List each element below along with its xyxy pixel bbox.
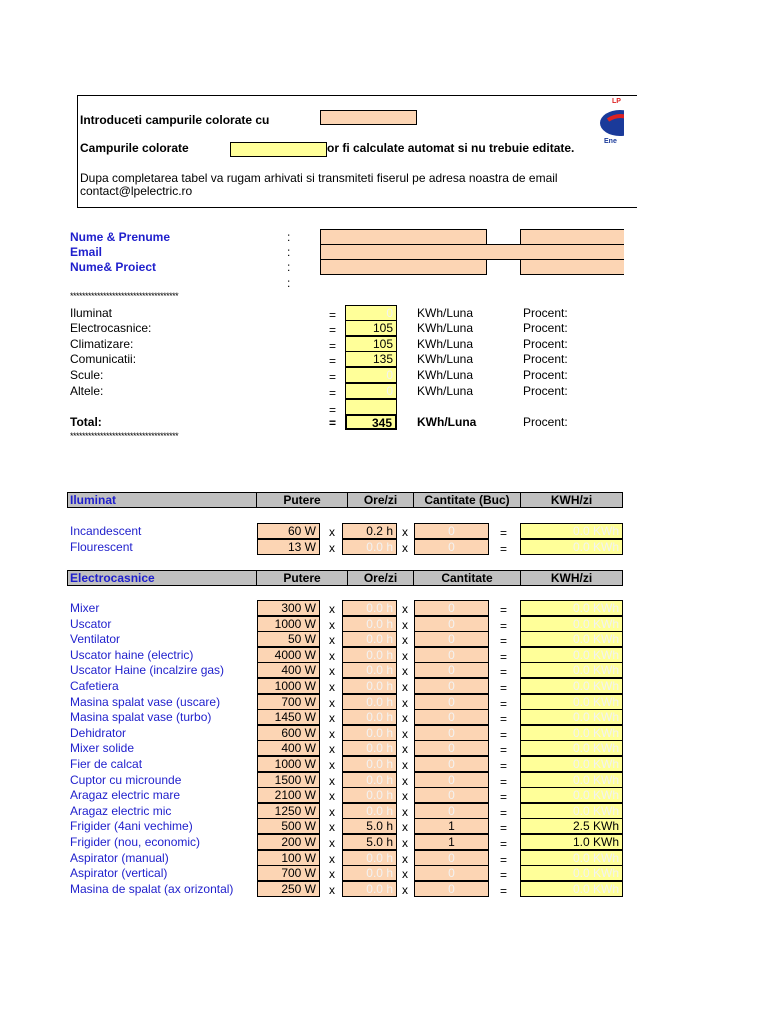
equals-sign: =	[500, 618, 508, 633]
times-sign: x	[329, 836, 335, 850]
appliance-name: Masina spalat vase (turbo)	[70, 710, 212, 725]
hours-input[interactable]: 0.2 h	[342, 523, 397, 539]
times-sign: x	[402, 633, 408, 648]
company-logo	[598, 98, 624, 158]
name-input-2[interactable]	[520, 229, 624, 245]
power-input[interactable]: 250 W	[257, 881, 320, 897]
kwh-result: 0.0 KWh	[520, 709, 623, 725]
equals-sign: =	[500, 805, 508, 820]
hours-input[interactable]: 0.0 h	[342, 756, 397, 772]
quantity-input[interactable]: 0	[414, 740, 489, 756]
iluminat-header-kwh: KWH/zi	[520, 492, 623, 508]
hours-input[interactable]: 0.0 h	[342, 709, 397, 725]
electro-header-putere: Putere	[256, 570, 348, 586]
quantity-input[interactable]: 0	[414, 616, 489, 632]
intro-line-2b: or fi calculate automat si nu trebuie editate.	[327, 141, 575, 155]
intro-line-4: contact@lpelectric.ro	[80, 184, 193, 198]
times-sign: x	[402, 851, 408, 866]
kwh-result: 0.0 KWh	[520, 523, 623, 539]
logo-top-text: LP	[612, 98, 621, 105]
times-sign: x	[329, 804, 335, 819]
summary-label: Iluminat	[70, 306, 113, 320]
appliance-name: Incandescent	[70, 524, 142, 538]
power-input[interactable]: 700 W	[257, 694, 320, 710]
times-sign: x	[329, 867, 335, 882]
quantity-input[interactable]: 0	[414, 772, 489, 788]
equals-sign: =	[500, 743, 508, 758]
power-input[interactable]: 500 W	[257, 818, 320, 834]
summary-percent-label: Procent:	[523, 306, 568, 320]
times-sign: x	[402, 773, 408, 788]
logo-graphic	[598, 98, 624, 158]
times-sign: x	[329, 789, 335, 804]
project-input[interactable]	[320, 259, 487, 275]
kwh-result: 0.0 KWh	[520, 881, 623, 897]
summary-percent-label: Procent:	[523, 337, 568, 351]
quantity-input[interactable]: 0	[414, 662, 489, 678]
summary-unit: KWh/Luna	[417, 352, 474, 366]
stars-divider: ************************************	[70, 291, 179, 301]
kwh-result: 0.0 KWh	[520, 772, 623, 788]
equals-sign: =	[500, 526, 508, 540]
quantity-input[interactable]: 0	[414, 539, 489, 555]
electro-header-cantitate: Cantitate	[413, 570, 521, 586]
intro-line-3: Dupa completarea tabel va rugam arhivati si transmiteti fiserul pe adresa noastra de email	[80, 171, 558, 185]
times-sign: x	[402, 711, 408, 726]
times-sign: x	[402, 836, 408, 850]
electro-header-kwh: KWH/zi	[520, 570, 623, 586]
colon: :	[287, 276, 291, 290]
quantity-input[interactable]: 0	[414, 523, 489, 539]
summary-label: Comunicatii:	[70, 352, 137, 366]
summary-label: Scule:	[70, 368, 104, 382]
kwh-result: 0.0 KWh	[520, 803, 623, 819]
times-sign: x	[402, 820, 408, 835]
hours-input[interactable]: 0.0 h	[342, 850, 397, 866]
quantity-input[interactable]: 0	[414, 787, 489, 803]
project-input-2[interactable]	[520, 259, 624, 275]
times-sign: x	[329, 664, 335, 679]
summary-unit: KWh/Luna	[417, 337, 474, 351]
hours-input[interactable]: 0.0 h	[342, 662, 397, 678]
summary-eq: =	[329, 386, 337, 400]
summary-value: 0	[345, 305, 397, 321]
kwh-result: 0.0 KWh	[520, 787, 623, 803]
summary-eq: =	[329, 403, 337, 417]
summary-value: 105	[345, 336, 397, 352]
power-input[interactable]: 400 W	[257, 662, 320, 678]
times-sign: x	[329, 525, 335, 539]
power-input[interactable]: 1000 W	[257, 678, 320, 694]
times-sign: x	[329, 541, 335, 555]
times-sign: x	[329, 633, 335, 648]
total-label: Total:	[70, 415, 102, 429]
logo-text: Ene	[604, 138, 617, 145]
summary-percent-label: Procent:	[523, 384, 568, 398]
times-sign: x	[329, 617, 335, 632]
times-sign: x	[329, 602, 335, 616]
equals-sign: =	[500, 542, 508, 556]
quantity-input[interactable]: 0	[414, 694, 489, 710]
iluminat-header-name: Iluminat	[67, 492, 257, 508]
kwh-result: 0.0 KWh	[520, 865, 623, 881]
quantity-input[interactable]: 0	[414, 600, 489, 616]
summary-eq: =	[329, 323, 337, 337]
times-sign: x	[329, 851, 335, 866]
power-input[interactable]: 50 W	[257, 631, 320, 647]
stars-divider: ************************************	[70, 431, 179, 441]
equals-sign: =	[500, 790, 508, 805]
times-sign: x	[402, 602, 408, 616]
iluminat-header-ore: Ore/zi	[347, 492, 414, 508]
computed-color-sample	[230, 142, 327, 157]
times-sign: x	[402, 680, 408, 694]
summary-unit: KWh/Luna	[417, 306, 474, 320]
appliance-name: Masina de spalat (ax orizontal)	[70, 881, 234, 896]
kwh-result: 0.0 KWh	[520, 678, 623, 694]
quantity-input[interactable]: 0	[414, 756, 489, 772]
quantity-input[interactable]: 0	[414, 647, 489, 663]
hours-input[interactable]: 0.0 h	[342, 539, 397, 555]
summary-unit: KWh/Luna	[417, 368, 474, 382]
times-sign: x	[402, 882, 408, 897]
iluminat-header-putere: Putere	[256, 492, 348, 508]
times-sign: x	[329, 882, 335, 897]
kwh-result: 0.0 KWh	[520, 631, 623, 647]
equals-sign: =	[500, 649, 508, 664]
equals-sign: =	[500, 837, 508, 851]
equals-sign: =	[500, 852, 508, 867]
hours-input[interactable]: 0.0 h	[342, 787, 397, 803]
electro-header-ore: Ore/zi	[347, 570, 414, 586]
summary-eq: =	[329, 370, 337, 384]
times-sign: x	[402, 617, 408, 632]
times-sign: x	[402, 664, 408, 679]
summary-unit: KWh/Luna	[417, 321, 474, 335]
colon: :	[287, 245, 291, 259]
kwh-result: 0.0 KWh	[520, 600, 623, 616]
times-sign: x	[329, 711, 335, 726]
summary-blank-cell	[345, 399, 397, 415]
power-input[interactable]: 1000 W	[257, 616, 320, 632]
appliance-name: Aragaz electric mare	[70, 788, 181, 803]
kwh-result: 0.0 KWh	[520, 850, 623, 866]
equals-sign: =	[500, 759, 508, 773]
summary-value: 0	[345, 383, 397, 399]
hours-input[interactable]: 0.0 h	[342, 631, 397, 647]
times-sign: x	[329, 695, 335, 710]
quantity-input[interactable]: 1	[414, 834, 489, 850]
hours-input[interactable]: 0.0 h	[342, 803, 397, 819]
equals-sign: =	[500, 634, 508, 649]
quantity-input[interactable]: 0	[414, 865, 489, 881]
times-sign: x	[402, 804, 408, 819]
quantity-input[interactable]: 0	[414, 725, 489, 741]
equals-sign: =	[500, 665, 508, 680]
kwh-result: 0.0 KWh	[520, 647, 623, 663]
power-input[interactable]: 600 W	[257, 725, 320, 741]
appliance-name: Aspirator (vertical)	[70, 866, 168, 881]
power-input[interactable]: 60 W	[257, 523, 320, 539]
appliance-name: Uscator Haine (incalzire gas)	[70, 663, 225, 678]
quantity-input[interactable]: 0	[414, 631, 489, 647]
summary-value: 0	[345, 367, 397, 383]
power-input[interactable]: 100 W	[257, 850, 320, 866]
times-sign: x	[329, 820, 335, 835]
total-eq: =	[329, 416, 337, 430]
times-sign: x	[402, 789, 408, 804]
power-input[interactable]: 300 W	[257, 600, 320, 616]
summary-percent-label: Procent:	[523, 321, 568, 335]
power-input[interactable]: 1250 W	[257, 803, 320, 819]
power-input[interactable]: 2100 W	[257, 787, 320, 803]
hours-input[interactable]: 0.0 h	[342, 740, 397, 756]
colon: :	[287, 260, 291, 274]
colon: :	[287, 230, 291, 244]
kwh-result: 1.0 KWh	[520, 834, 623, 850]
power-input[interactable]: 200 W	[257, 834, 320, 850]
times-sign: x	[402, 758, 408, 772]
hours-input[interactable]: 0.0 h	[342, 678, 397, 694]
appliance-name: Masina spalat vase (uscare)	[70, 694, 221, 709]
appliance-name: Cuptor cu microunde	[70, 772, 182, 787]
name-input[interactable]	[320, 229, 487, 245]
quantity-input[interactable]: 0	[414, 803, 489, 819]
hours-input[interactable]: 0.0 h	[342, 725, 397, 741]
power-input[interactable]: 1450 W	[257, 709, 320, 725]
quantity-input[interactable]: 0	[414, 678, 489, 694]
summary-label: Altele:	[70, 384, 104, 398]
summary-eq: =	[329, 308, 337, 322]
appliance-name: Frigider (nou, economic)	[70, 835, 201, 849]
times-sign: x	[402, 726, 408, 741]
summary-unit: KWh/Luna	[417, 384, 474, 398]
total-value: 345	[345, 414, 397, 430]
equals-sign: =	[500, 681, 508, 695]
hours-input[interactable]: 0.0 h	[342, 647, 397, 663]
summary-percent-label: Procent:	[523, 352, 568, 366]
times-sign: x	[329, 726, 335, 741]
appliance-name: Aragaz electric mic	[70, 803, 172, 818]
equals-sign: =	[500, 712, 508, 727]
times-sign: x	[402, 742, 408, 757]
equals-sign: =	[500, 774, 508, 789]
summary-percent-label: Procent:	[523, 368, 568, 382]
summary-label: Climatizare:	[70, 337, 134, 351]
power-input[interactable]: 1500 W	[257, 772, 320, 788]
summary-eq: =	[329, 354, 337, 368]
hours-input[interactable]: 0.0 h	[342, 881, 397, 897]
total-percent-label: Procent:	[523, 415, 568, 429]
times-sign: x	[329, 680, 335, 694]
quantity-input[interactable]: 0	[414, 709, 489, 725]
times-sign: x	[329, 758, 335, 772]
times-sign: x	[402, 867, 408, 882]
kwh-result: 2.5 KWh	[520, 818, 623, 834]
kwh-result: 0.0 KWh	[520, 740, 623, 756]
appliance-name: Dehidrator	[70, 725, 127, 740]
summary-value: 105	[345, 320, 397, 336]
hours-input[interactable]: 0.0 h	[342, 600, 397, 616]
summary-label: Electrocasnice:	[70, 321, 152, 335]
hours-input[interactable]: 5.0 h	[342, 834, 397, 850]
times-sign: x	[402, 648, 408, 663]
times-sign: x	[329, 648, 335, 663]
input-color-sample	[320, 110, 417, 125]
times-sign: x	[329, 773, 335, 788]
appliance-name: Flourescent	[70, 540, 133, 554]
label-project: Nume& Proiect	[70, 260, 157, 274]
equals-sign: =	[500, 868, 508, 883]
kwh-result: 0.0 KWh	[520, 756, 623, 772]
appliance-name: Frigider (4ani vechime)	[70, 819, 193, 834]
times-sign: x	[329, 742, 335, 757]
equals-sign: =	[500, 727, 508, 742]
email-input[interactable]	[320, 244, 624, 260]
iluminat-header-cantitate: Cantitate (Buc)	[413, 492, 521, 508]
times-sign: x	[402, 525, 408, 539]
intro-line-2a: Campurile colorate	[80, 141, 189, 155]
summary-value: 135	[345, 351, 397, 367]
kwh-result: 0.0 KWh	[520, 539, 623, 555]
power-input[interactable]: 1000 W	[257, 756, 320, 772]
times-sign: x	[402, 695, 408, 710]
hours-input[interactable]: 5.0 h	[342, 818, 397, 834]
appliance-name: Aspirator (manual)	[70, 850, 169, 865]
equals-sign: =	[500, 883, 508, 898]
quantity-input[interactable]: 0	[414, 850, 489, 866]
power-input[interactable]: 13 W	[257, 539, 320, 555]
appliance-name: Uscator haine (electric)	[70, 647, 194, 662]
kwh-result: 0.0 KWh	[520, 662, 623, 678]
equals-sign: =	[500, 603, 508, 617]
electro-header-name: Electrocasnice	[67, 570, 257, 586]
kwh-result: 0.0 KWh	[520, 725, 623, 741]
appliance-name: Mixer solide	[70, 741, 135, 756]
kwh-result: 0.0 KWh	[520, 694, 623, 710]
kwh-result: 0.0 KWh	[520, 616, 623, 632]
appliance-name: Mixer	[70, 601, 100, 615]
quantity-input[interactable]: 1	[414, 818, 489, 834]
power-input[interactable]: 400 W	[257, 740, 320, 756]
hours-input[interactable]: 0.0 h	[342, 616, 397, 632]
total-unit: KWh/Luna	[417, 415, 477, 429]
intro-line-1: Introduceti campurile colorate cu	[80, 113, 270, 127]
appliance-name: Fier de calcat	[70, 757, 143, 771]
equals-sign: =	[500, 821, 508, 836]
power-input[interactable]: 4000 W	[257, 647, 320, 663]
power-input[interactable]: 700 W	[257, 865, 320, 881]
hours-input[interactable]: 0.0 h	[342, 694, 397, 710]
hours-input[interactable]: 0.0 h	[342, 865, 397, 881]
appliance-name: Cafetiera	[70, 679, 119, 693]
appliance-name: Uscator	[70, 616, 112, 631]
times-sign: x	[402, 541, 408, 555]
hours-input[interactable]: 0.0 h	[342, 772, 397, 788]
quantity-input[interactable]: 0	[414, 881, 489, 897]
label-name: Nume & Prenume	[70, 230, 171, 244]
label-email: Email	[70, 245, 103, 259]
summary-eq: =	[329, 339, 337, 353]
equals-sign: =	[500, 696, 508, 711]
appliance-name: Ventilator	[70, 632, 121, 647]
